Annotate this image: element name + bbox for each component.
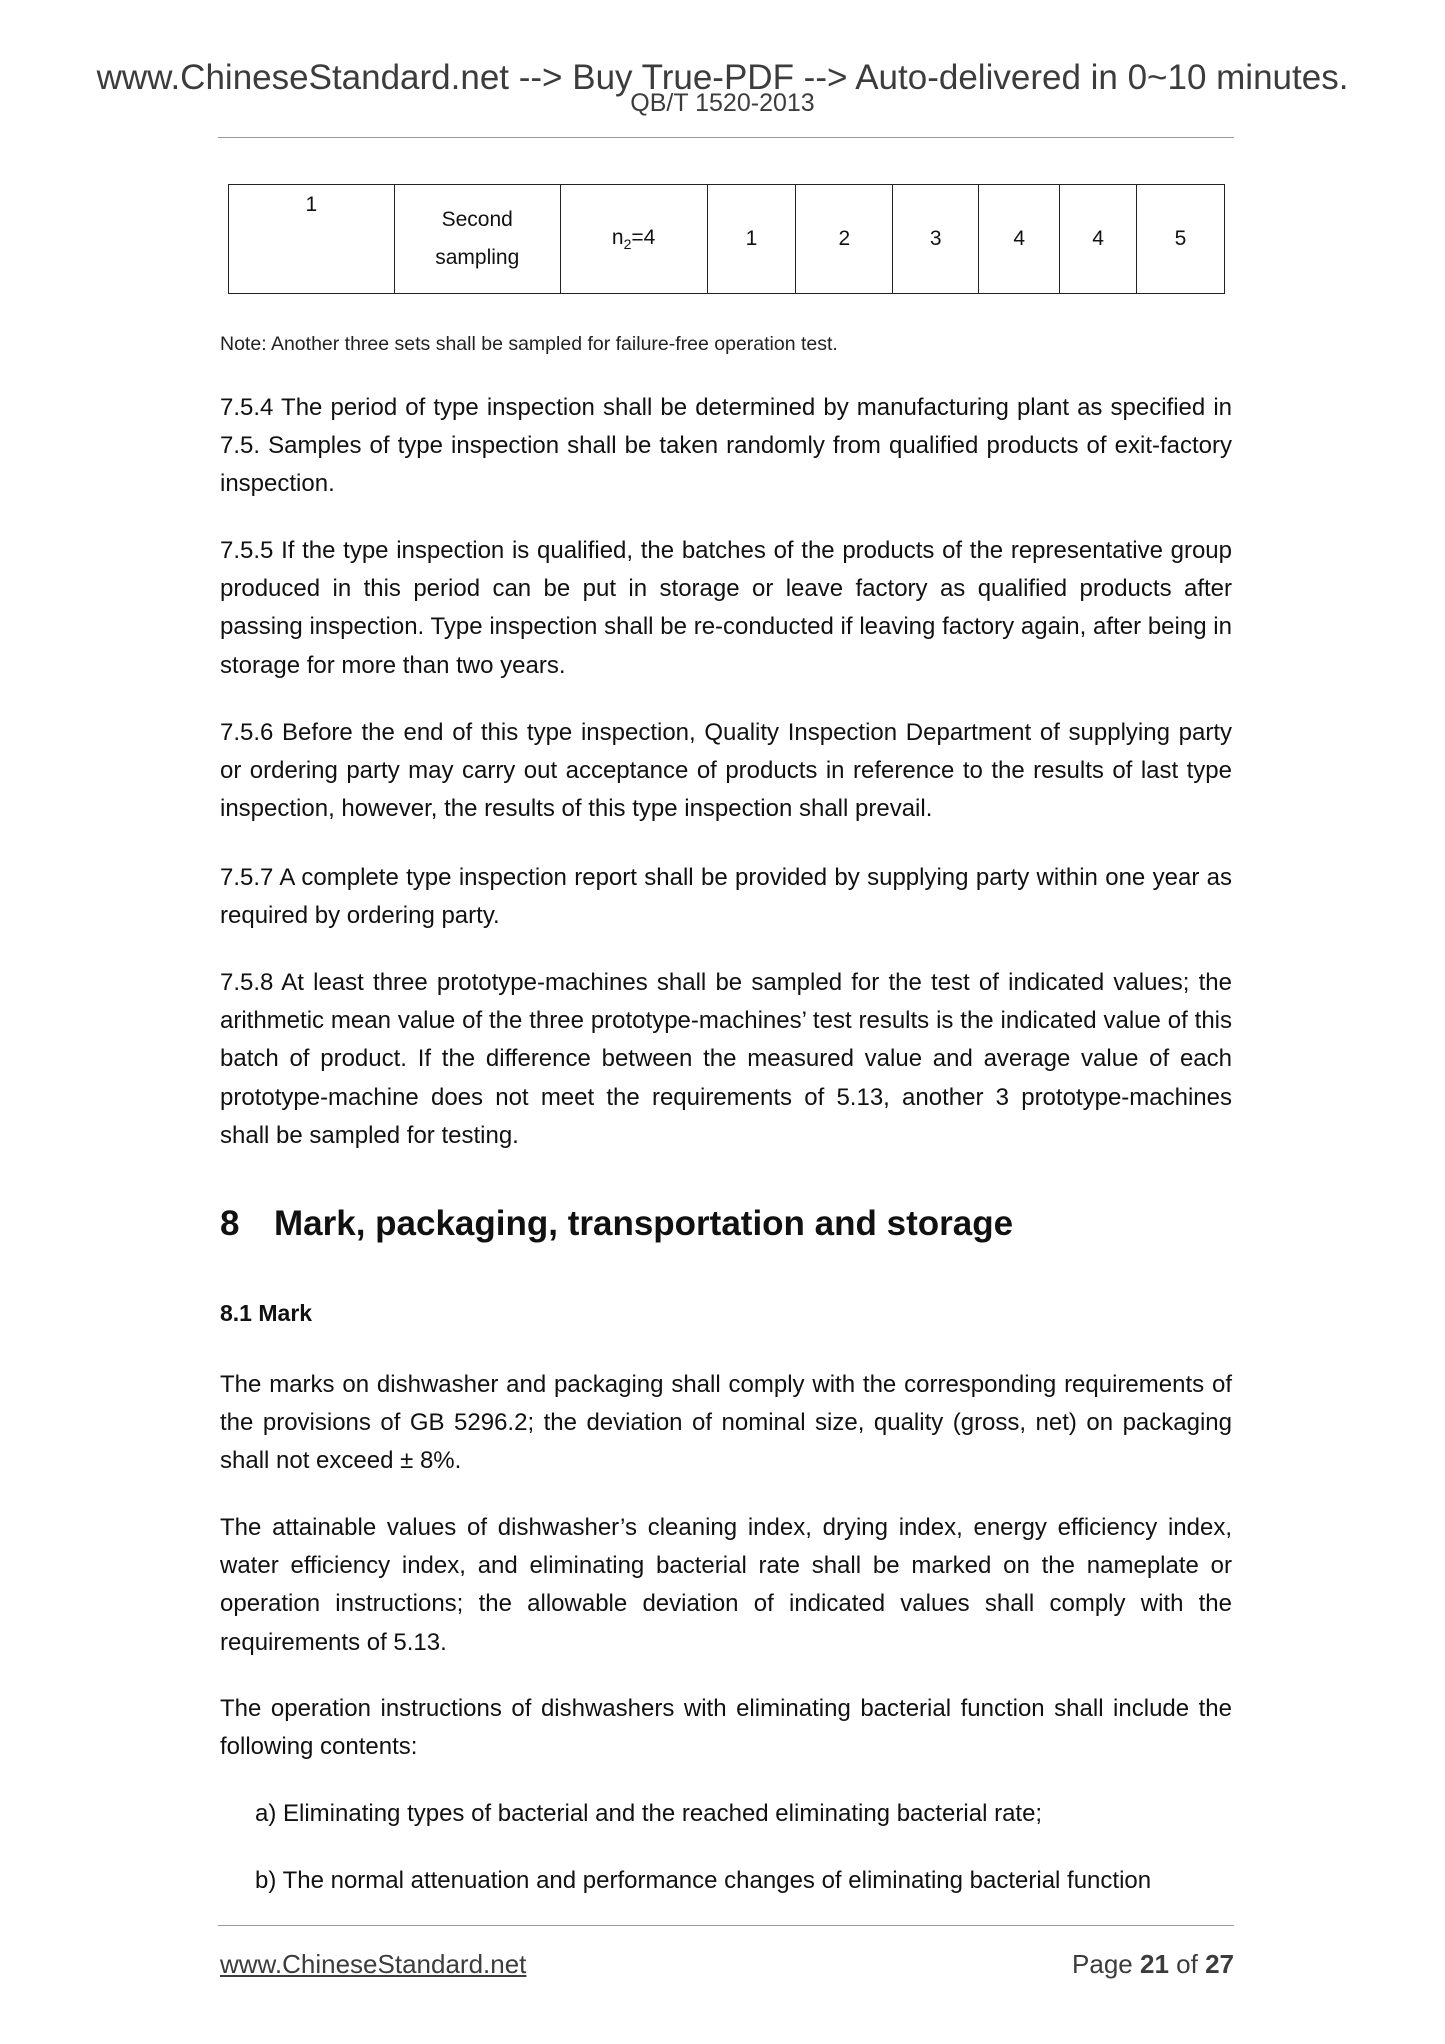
subsection-8-1-heading: 8.1 Mark <box>220 1300 313 1326</box>
table-row <box>229 185 1225 294</box>
table-note: Note: Another three sets shall be sampled for failure-free operation test. <box>220 333 838 355</box>
list-item-a: a) Eliminating types of bacterial and the reached eliminating bacterial rate; <box>255 1800 1043 1827</box>
paragraph-7-5-5: 7.5.5 If the type inspection is qualified, the batches of the products of the representative group produced in this period can be put in storage or leave factory as qualified products after passing inspection. Type inspection shall be re-conducted if leaving factory again, after being in storage for more than two years. <box>220 537 1232 679</box>
section-number: 8 <box>220 1204 240 1243</box>
table-cell: 3 <box>893 185 979 294</box>
stage-line-2: sampling <box>435 246 520 269</box>
table-cell-index: 1 <box>229 185 395 294</box>
footer-site-link[interactable]: www.ChineseStandard.net <box>220 1949 527 1979</box>
paragraph-7-5-4: 7.5.4 The period of type inspection shall be determined by manufacturing plant as specified in 7.5. Samples of type inspection shall be taken randomly from qualified products of exit-factory inspection. <box>220 394 1232 498</box>
sample-size-subscript: 2 <box>623 236 632 253</box>
table-cell-sample-size <box>560 185 707 294</box>
paragraph-mark-3: The operation instructions of dishwashers with eliminating bacterial function shall include the following contents: <box>220 1695 1232 1761</box>
table-cell: 4 <box>1060 185 1137 294</box>
page-total: 27 <box>1205 1949 1234 1979</box>
table-cell: 1 <box>707 185 796 294</box>
page-label: Page <box>1072 1949 1133 1979</box>
sampling-table <box>228 184 1225 294</box>
table-cell: 4 <box>979 185 1060 294</box>
page-of: of <box>1176 1949 1198 1979</box>
list-item-b: b) The normal attenuation and performance changes of eliminating bacterial function <box>255 1867 1152 1894</box>
paragraph-mark-1: The marks on dishwasher and packaging shall comply with the corresponding requirements of the provisions of GB 5296.2; the deviation of nominal size, quality (gross, net) on packaging shall not exceed ± 8%. <box>220 1371 1232 1475</box>
site-banner: www.ChineseStandard.net --> Buy True-PDF --> Auto-delivered in 0~10 minutes. <box>96 58 1349 97</box>
stage-line-1: Second <box>441 208 513 231</box>
section-8-heading <box>220 1204 1013 1244</box>
paragraph-7-5-6: 7.5.6 Before the end of this type inspection, Quality Inspection Department of supplying party or ordering party may carry out acceptance of products in reference to the results of last type inspection, however, the results of this type inspection shall prevail. <box>220 719 1232 823</box>
section-title: Mark, packaging, transportation and storage <box>274 1204 1014 1243</box>
table-cell-stage <box>394 185 560 294</box>
table-cell: 2 <box>796 185 893 294</box>
page-current: 21 <box>1140 1949 1169 1979</box>
footer-divider <box>218 1925 1234 1926</box>
table-cell: 5 <box>1137 185 1225 294</box>
page-number <box>1072 1949 1234 1980</box>
sample-size-suffix: =4 <box>631 225 656 249</box>
header-divider <box>218 137 1234 138</box>
paragraph-7-5-7: 7.5.7 A complete type inspection report shall be provided by supplying party within one year as required by ordering party. <box>220 864 1232 930</box>
paragraph-mark-2: The attainable values of dishwasher’s cleaning index, drying index, energy efficiency index, water efficiency index, and eliminating bacterial rate shall be marked on the nameplate or operation instructions; the allowable deviation of indicated values shall comply with the requirements of 5.13. <box>220 1514 1232 1656</box>
sample-size-prefix: n <box>611 225 624 249</box>
paragraph-7-5-8: 7.5.8 At least three prototype-machines shall be sampled for the test of indicated values; the arithmetic mean value of the three prototype-machines’ test results is the indicated value of this batch of product. If the difference between the measured value and average value of each prototype-machine does not meet the requirements of 5.13, another 3 prototype-machines shall be sampled for testing. <box>220 969 1232 1149</box>
standard-code: QB/T 1520-2013 <box>630 89 815 117</box>
